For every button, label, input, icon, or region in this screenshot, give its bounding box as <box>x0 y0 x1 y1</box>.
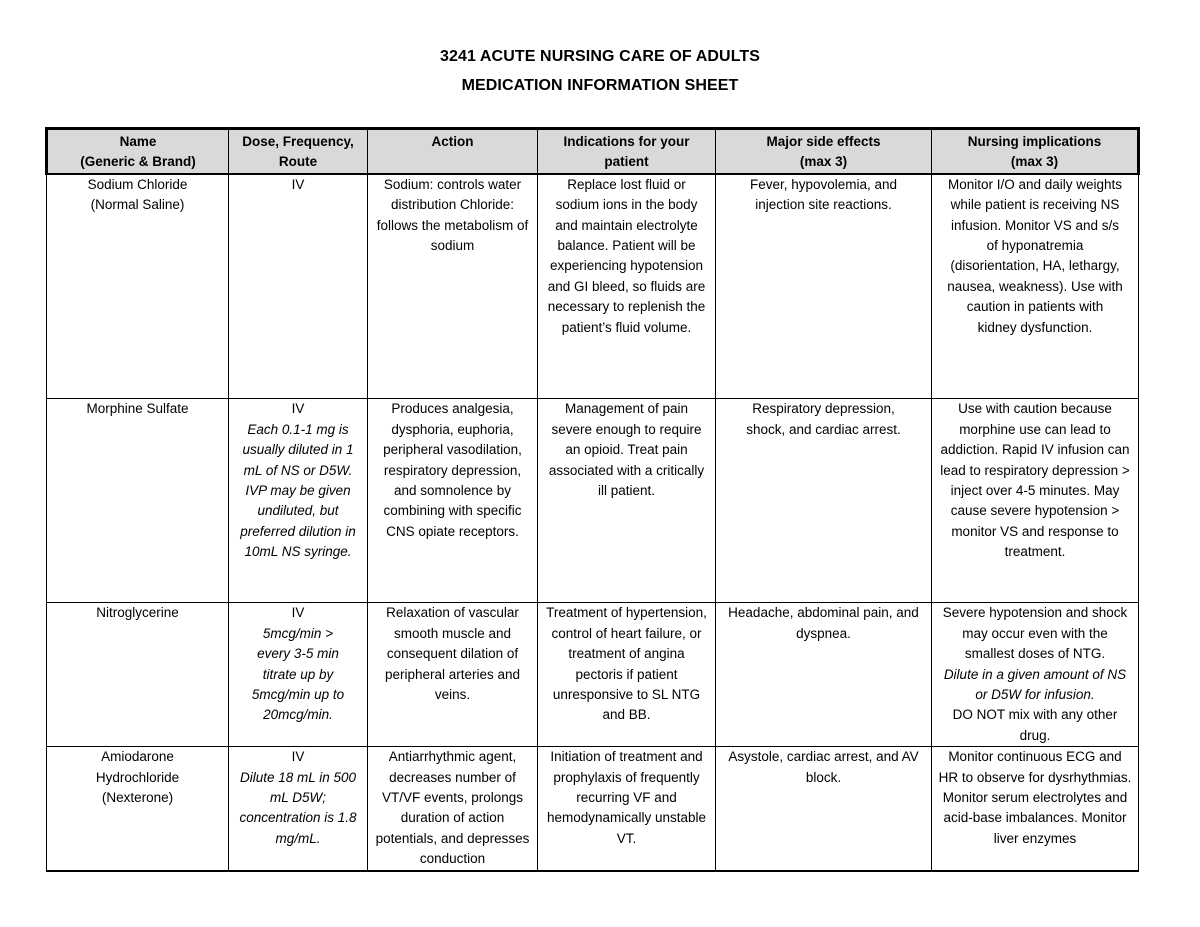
cell-name: Amiodarone Hydrochloride (Nexterone) <box>47 747 229 871</box>
table-row <box>47 174 1139 399</box>
cell-indications: Treatment of hypertension, control of heart failure, or treatment of angina pectoris if patient unresponsive to SL NTG and BB. <box>538 603 716 747</box>
cell-indications: Replace lost fluid or sodium ions in the body and maintain electrolyte balance. Patient will be experiencing hypotension and GI bleed, so fluids are necessary to replenish the patient’s fluid volume. <box>538 174 716 399</box>
cell-name: Nitroglycerine <box>47 603 229 747</box>
table-row <box>47 603 1139 747</box>
cell-dose: IV <box>229 174 368 399</box>
cell-side-effects: Respiratory depression, shock, and cardiac arrest. <box>716 399 932 603</box>
cell-action: Antiarrhythmic agent, decreases number of VT/VF events, prolongs duration of action potentials, and depresses conduction <box>368 747 538 871</box>
cell-name: Sodium Chloride (Normal Saline) <box>47 174 229 399</box>
cell-action: Sodium: controls water distribution Chloride: follows the metabolism of sodium <box>368 174 538 399</box>
cell-nursing: Monitor I/O and daily weights while patient is receiving NS infusion. Monitor VS and s/s of hyponatremia (disorientation, HA, lethargy, nausea, weakness). Use with caution in patients with kidney dysfunction. <box>932 174 1139 399</box>
header-indications: Indications for your patient <box>538 129 716 174</box>
header-name: Name (Generic & Brand) <box>47 129 229 174</box>
cell-nursing: Severe hypotension and shock may occur even with the smallest doses of NTG. Dilute in a given amount of NS or D5W for infusion. DO NOT mix with any other drug. <box>932 603 1139 747</box>
header-side-effects: Major side effects (max 3) <box>716 129 932 174</box>
header-nursing: Nursing implications (max 3) <box>932 129 1139 174</box>
cell-side-effects: Headache, abdominal pain, and dyspnea. <box>716 603 932 747</box>
document-title: 3241 ACUTE NURSING CARE OF ADULTS <box>439 48 761 65</box>
header-action: Action <box>368 129 538 174</box>
cell-side-effects: Fever, hypovolemia, and injection site reactions. <box>716 174 932 399</box>
cell-indications: Management of pain severe enough to require an opioid. Treat pain associated with a critically ill patient. <box>538 399 716 603</box>
table-header-row <box>47 129 1139 174</box>
medication-table <box>45 127 1140 872</box>
cell-action: Relaxation of vascular smooth muscle and consequent dilation of peripheral arteries and veins. <box>368 603 538 747</box>
cell-dose: IV Each 0.1-1 mg is usually diluted in 1 mL of NS or D5W. IVP may be given undiluted, but preferred dilution in 10mL NS syringe. <box>229 399 368 603</box>
cell-side-effects: Asystole, cardiac arrest, and AV block. <box>716 747 932 871</box>
cell-dose: IV Dilute 18 mL in 500 mL D5W; concentration is 1.8 mg/mL. <box>229 747 368 871</box>
cell-action: Produces analgesia, dysphoria, euphoria, peripheral vasodilation, respiratory depression, and somnolence by combining with specific CNS opiate receptors. <box>368 399 538 603</box>
document-subtitle: MEDICATION INFORMATION SHEET <box>461 77 739 94</box>
cell-indications: Initiation of treatment and prophylaxis of frequently recurring VF and hemodynamically unstable VT. <box>538 747 716 871</box>
table-row <box>47 747 1139 871</box>
header-dose: Dose, Frequency, Route <box>229 129 368 174</box>
cell-nursing: Use with caution because morphine use can lead to addiction. Rapid IV infusion can lead to respiratory depression > inject over 4-5 minutes. May cause severe hypotension > monitor VS and response to treatment. <box>932 399 1139 603</box>
cell-dose: IV 5mcg/min > every 3-5 min titrate up by 5mcg/min up to 20mcg/min. <box>229 603 368 747</box>
table-row <box>47 399 1139 603</box>
cell-nursing: Monitor continuous ECG and HR to observe for dysrhythmias. Monitor serum electrolytes and acid-base imbalances. Monitor liver enzymes <box>932 747 1139 871</box>
cell-name: Morphine Sulfate <box>47 399 229 603</box>
